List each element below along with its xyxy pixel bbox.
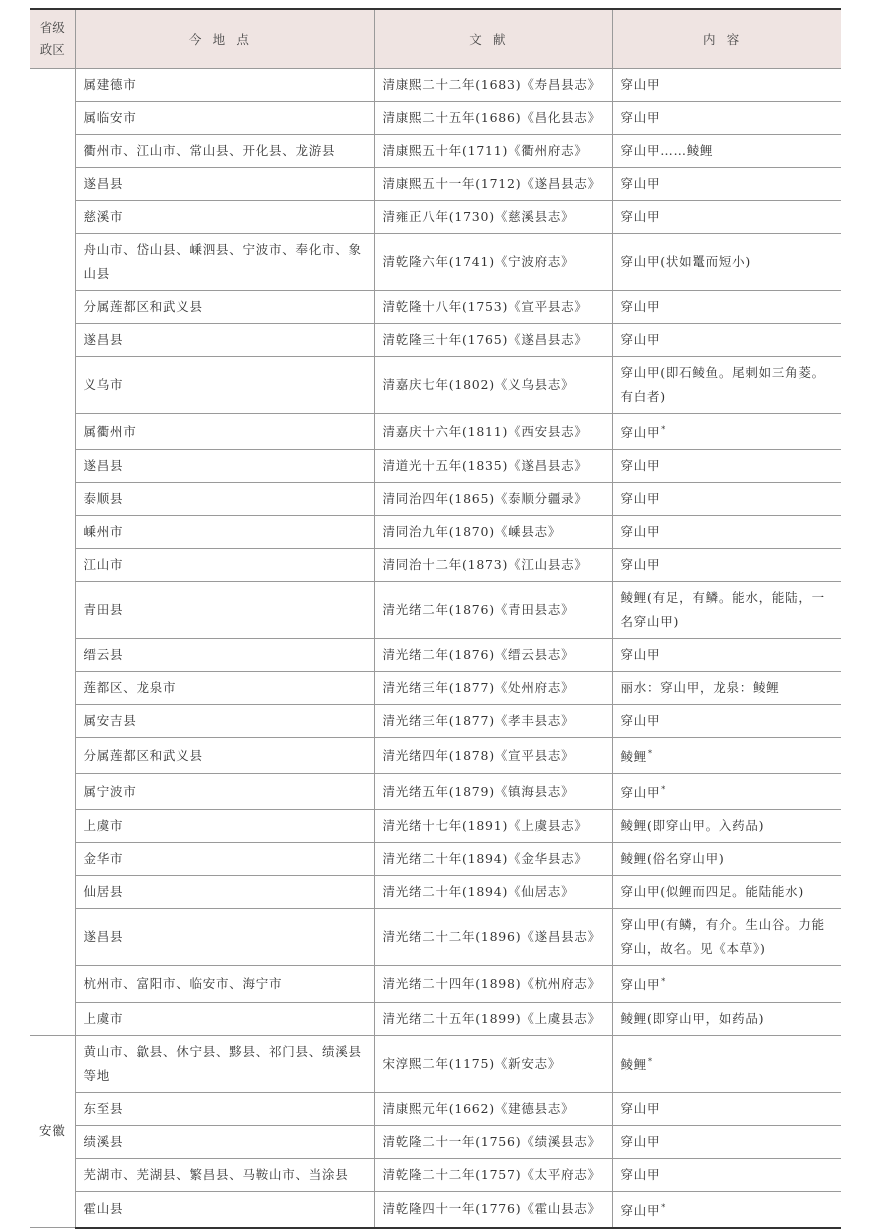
table-row <box>30 1191 841 1228</box>
location-cell <box>75 639 374 672</box>
records-table <box>30 8 841 1229</box>
source-cell <box>374 582 612 639</box>
location-cell <box>75 357 374 414</box>
location-cell <box>75 1002 374 1035</box>
source-text: 清康熙五十年(1711)《衢州府志》 <box>382 143 588 158</box>
location-text: 遂昌县 <box>83 332 124 347</box>
location-cell <box>75 1092 374 1125</box>
location-text: 分属莲都区和武义县 <box>83 747 203 763</box>
source-text: 清乾隆四十一年(1776)《霍山县志》 <box>382 1201 601 1217</box>
table-row <box>30 69 841 102</box>
source-text: 清道光十五年(1835)《遂昌县志》 <box>382 458 588 474</box>
table-row <box>30 516 841 549</box>
content-cell <box>612 810 841 843</box>
content-text: 丽水：穿山甲，龙泉：鲮鲤 <box>620 680 780 696</box>
table-row <box>30 357 841 414</box>
location-cell <box>75 450 374 483</box>
table-row <box>30 324 841 357</box>
source-cell <box>374 1191 612 1228</box>
source-cell <box>374 291 612 324</box>
header-row <box>30 9 841 69</box>
location-text: 莲都区、龙泉市 <box>83 680 177 696</box>
content-cell <box>612 1035 841 1092</box>
location-cell <box>75 810 374 843</box>
content-text: 穿山甲(状如鼍而短小) <box>620 254 752 269</box>
location-cell <box>75 909 374 966</box>
header-location: 今地点 <box>75 9 374 69</box>
table-row <box>30 414 841 450</box>
source-text: 清光绪二十年(1894)《金华县志》 <box>382 851 588 867</box>
province-cell: 安徽 <box>30 1035 75 1228</box>
table-row <box>30 1035 841 1092</box>
content-text: 穿山甲(似鲤而四足。能陆能水) <box>620 884 805 900</box>
table-row <box>30 450 841 483</box>
content-text: 穿山甲 <box>620 1166 661 1182</box>
source-cell <box>374 1092 612 1125</box>
content-cell <box>612 201 841 234</box>
source-text: 清光绪二十二年(1896)《遂昌县志》 <box>382 929 601 945</box>
location-cell <box>75 876 374 909</box>
content-text: 穿山甲 <box>620 209 661 224</box>
source-cell <box>374 324 612 357</box>
content-text: 鲮鲤(即穿山甲。入药品) <box>620 818 765 834</box>
content-cell <box>612 234 841 291</box>
source-text: 清乾隆二十一年(1756)《绩溪县志》 <box>382 1133 601 1149</box>
content-text: 穿山甲 <box>620 299 661 314</box>
source-text: 清乾隆十八年(1753)《宣平县志》 <box>382 299 588 314</box>
content-cell <box>612 1191 841 1228</box>
table-row <box>30 549 841 582</box>
location-text: 分属莲都区和武义县 <box>83 299 203 314</box>
table-row <box>30 843 841 876</box>
content-cell <box>612 1125 841 1158</box>
location-text: 黄山市、歙县、休宁县、黟县、祁门县、绩溪县等地 <box>83 1043 362 1083</box>
source-cell <box>374 738 612 774</box>
source-text: 清光绪二年(1876)《缙云县志》 <box>382 647 575 663</box>
source-text: 清同治十二年(1873)《江山县志》 <box>382 557 588 573</box>
location-cell <box>75 324 374 357</box>
content-cell <box>612 1158 841 1191</box>
location-cell <box>75 738 374 774</box>
header-province-line1: 省级 <box>39 20 65 35</box>
content-text: 穿山甲 <box>620 785 661 801</box>
source-cell <box>374 516 612 549</box>
location-text: 舟山市、岱山县、嵊泗县、宁波市、奉化市、象山县 <box>83 242 362 281</box>
content-text: 穿山甲……鲮鲤 <box>620 143 714 158</box>
content-text: 穿山甲 <box>620 176 661 191</box>
table-row <box>30 810 841 843</box>
location-text: 遂昌县 <box>83 929 124 945</box>
location-cell <box>75 705 374 738</box>
content-text: 鲮鲤(即穿山甲，如药品) <box>620 1010 765 1026</box>
source-cell <box>374 672 612 705</box>
location-text: 金华市 <box>83 851 124 867</box>
content-cell <box>612 483 841 516</box>
source-cell <box>374 843 612 876</box>
content-text: 鲮鲤(有足，有鳞。能水，能陆，一名穿山甲) <box>620 590 825 630</box>
source-text: 清光绪二十四年(1898)《杭州府志》 <box>382 976 601 992</box>
source-text: 清光绪五年(1879)《镇海县志》 <box>382 783 575 799</box>
location-text: 衢州市、江山市、常山县、开化县、龙游县 <box>83 143 336 158</box>
table-row <box>30 201 841 234</box>
source-text: 清乾隆二十二年(1757)《太平府志》 <box>382 1166 601 1182</box>
source-cell <box>374 774 612 810</box>
table-row <box>30 483 841 516</box>
content-cell <box>612 738 841 774</box>
content-text: 穿山甲 <box>620 524 661 540</box>
table-row <box>30 1125 841 1158</box>
table-row <box>30 639 841 672</box>
location-text: 上虞市 <box>83 1010 124 1026</box>
location-cell <box>75 1125 374 1158</box>
footnote-mark: * <box>661 1202 667 1212</box>
location-cell <box>75 1191 374 1228</box>
source-text: 清康熙五十一年(1712)《遂昌县志》 <box>382 176 601 191</box>
source-text: 清光绪十七年(1891)《上虞县志》 <box>382 818 588 834</box>
location-cell <box>75 1158 374 1191</box>
table-row <box>30 168 841 201</box>
content-text: 鲮鲤(俗名穿山甲) <box>620 851 725 867</box>
source-text: 清康熙元年(1662)《建德县志》 <box>382 1100 575 1116</box>
location-cell <box>75 168 374 201</box>
content-text: 穿山甲 <box>620 332 661 347</box>
location-text: 东至县 <box>83 1100 124 1116</box>
location-text: 杭州市、富阳市、临安市、海宁市 <box>83 976 283 992</box>
content-text: 穿山甲 <box>620 1100 661 1116</box>
content-text: 鲮鲤 <box>620 749 648 765</box>
footnote-mark: * <box>661 425 667 434</box>
source-text: 清康熙二十五年(1686)《昌化县志》 <box>382 110 601 125</box>
location-text: 嵊州市 <box>83 524 124 540</box>
content-text: 鲮鲤 <box>620 1057 648 1073</box>
source-text: 清康熙二十二年(1683)《寿昌县志》 <box>382 77 601 92</box>
source-cell <box>374 234 612 291</box>
source-text: 清同治九年(1870)《嵊县志》 <box>382 524 562 540</box>
source-text: 清乾隆六年(1741)《宁波府志》 <box>382 254 575 269</box>
table-row <box>30 1002 841 1035</box>
table-row <box>30 738 841 774</box>
location-text: 芜湖市、芜湖县、繁昌县、马鞍山市、当涂县 <box>83 1166 349 1182</box>
content-text: 穿山甲 <box>620 77 661 92</box>
content-cell <box>612 516 841 549</box>
source-cell <box>374 135 612 168</box>
footnote-mark: * <box>648 1057 653 1067</box>
location-cell <box>75 582 374 639</box>
location-text: 属建德市 <box>83 77 137 92</box>
content-cell <box>612 168 841 201</box>
table-row <box>30 135 841 168</box>
table-row <box>30 1092 841 1125</box>
location-cell <box>75 102 374 135</box>
location-text: 上虞市 <box>83 818 124 834</box>
source-cell <box>374 450 612 483</box>
table-row <box>30 102 841 135</box>
source-cell <box>374 876 612 909</box>
source-text: 清嘉庆七年(1802)《义乌县志》 <box>382 377 575 392</box>
content-cell <box>612 549 841 582</box>
content-text: 穿山甲 <box>620 458 661 474</box>
content-cell <box>612 966 841 1002</box>
content-cell <box>612 69 841 102</box>
content-cell <box>612 357 841 414</box>
footnote-mark: * <box>648 749 653 759</box>
source-cell <box>374 201 612 234</box>
location-text: 泰顺县 <box>83 491 124 507</box>
content-cell <box>612 876 841 909</box>
location-text: 属临安市 <box>83 110 137 125</box>
location-cell <box>75 234 374 291</box>
content-cell <box>612 909 841 966</box>
location-cell <box>75 549 374 582</box>
location-text: 属安吉县 <box>83 713 137 729</box>
source-cell <box>374 69 612 102</box>
location-cell <box>75 483 374 516</box>
location-cell <box>75 516 374 549</box>
source-text: 清同治四年(1865)《泰顺分疆录》 <box>382 491 588 507</box>
source-cell <box>374 705 612 738</box>
source-text: 清光绪二十五年(1899)《上虞县志》 <box>382 1010 601 1026</box>
content-text: 穿山甲 <box>620 1133 661 1149</box>
content-cell <box>612 1002 841 1035</box>
source-text: 清雍正八年(1730)《慈溪县志》 <box>382 209 575 224</box>
location-text: 遂昌县 <box>83 458 124 474</box>
source-cell <box>374 102 612 135</box>
table-row <box>30 582 841 639</box>
source-text: 宋淳熙二年(1175)《新安志》 <box>382 1055 562 1071</box>
content-cell <box>612 705 841 738</box>
table-row <box>30 291 841 324</box>
content-text: 穿山甲 <box>620 491 661 507</box>
content-cell <box>612 1092 841 1125</box>
source-cell <box>374 168 612 201</box>
source-cell <box>374 1158 612 1191</box>
source-cell <box>374 1125 612 1158</box>
footnote-mark: * <box>661 977 667 987</box>
source-text: 清光绪四年(1878)《宣平县志》 <box>382 747 575 763</box>
content-text: 穿山甲 <box>620 977 661 993</box>
source-text: 清光绪三年(1877)《处州府志》 <box>382 680 575 696</box>
source-cell <box>374 1035 612 1092</box>
content-cell <box>612 774 841 810</box>
content-text: 穿山甲 <box>620 713 661 729</box>
content-cell <box>612 102 841 135</box>
location-text: 义乌市 <box>83 377 124 392</box>
source-cell <box>374 414 612 450</box>
source-cell <box>374 639 612 672</box>
content-cell <box>612 414 841 450</box>
footnote-mark: * <box>661 785 667 795</box>
location-cell <box>75 291 374 324</box>
table-row <box>30 672 841 705</box>
header-content: 内容 <box>612 9 841 69</box>
table-row <box>30 1158 841 1191</box>
source-cell <box>374 966 612 1002</box>
location-text: 江山市 <box>83 557 124 573</box>
content-cell <box>612 639 841 672</box>
table-row <box>30 774 841 810</box>
location-text: 属宁波市 <box>83 783 137 799</box>
location-text: 仙居县 <box>83 884 124 900</box>
content-text: 穿山甲 <box>620 647 661 663</box>
location-text: 慈溪市 <box>83 209 124 224</box>
source-cell <box>374 357 612 414</box>
content-cell <box>612 582 841 639</box>
location-cell <box>75 774 374 810</box>
location-cell <box>75 672 374 705</box>
source-text: 清光绪二十年(1894)《仙居志》 <box>382 884 575 900</box>
table-row <box>30 234 841 291</box>
location-cell <box>75 843 374 876</box>
content-text: 穿山甲 <box>620 1202 661 1218</box>
location-text: 缙云县 <box>83 647 124 663</box>
content-text: 穿山甲(即石鲮鱼。尾刺如三角菱。有白者) <box>620 365 825 404</box>
source-cell <box>374 483 612 516</box>
content-text: 穿山甲 <box>620 425 661 441</box>
content-text: 穿山甲 <box>620 110 661 125</box>
location-text: 遂昌县 <box>83 176 124 191</box>
location-cell <box>75 966 374 1002</box>
table-body <box>30 69 841 1228</box>
content-text: 穿山甲 <box>620 557 661 573</box>
content-text: 穿山甲(有鳞，有介。生山谷。力能穿山，故名。见《本草》) <box>620 917 825 957</box>
location-cell <box>75 1035 374 1092</box>
source-cell <box>374 549 612 582</box>
content-cell <box>612 324 841 357</box>
content-cell <box>612 843 841 876</box>
source-cell <box>374 909 612 966</box>
source-text: 清光绪三年(1877)《孝丰县志》 <box>382 713 575 729</box>
source-text: 清乾隆三十年(1765)《遂昌县志》 <box>382 332 588 347</box>
content-cell <box>612 291 841 324</box>
province-cell <box>30 69 75 1036</box>
header-literature: 文献 <box>374 9 612 69</box>
location-cell <box>75 201 374 234</box>
table-row <box>30 876 841 909</box>
source-cell <box>374 810 612 843</box>
location-text: 霍山县 <box>83 1201 124 1217</box>
source-cell <box>374 1002 612 1035</box>
source-text: 清光绪二年(1876)《青田县志》 <box>382 602 575 618</box>
location-text: 属衢州市 <box>83 423 137 439</box>
source-text: 清嘉庆十六年(1811)《西安县志》 <box>382 423 588 439</box>
location-text: 绩溪县 <box>83 1133 124 1149</box>
header-province <box>30 9 75 69</box>
location-text: 青田县 <box>83 602 124 618</box>
content-cell <box>612 135 841 168</box>
table-row <box>30 705 841 738</box>
table-row <box>30 909 841 966</box>
location-cell <box>75 414 374 450</box>
content-cell <box>612 450 841 483</box>
header-province-line2: 政区 <box>39 42 65 57</box>
table-row <box>30 966 841 1002</box>
content-cell <box>612 672 841 705</box>
location-cell <box>75 135 374 168</box>
location-cell <box>75 69 374 102</box>
